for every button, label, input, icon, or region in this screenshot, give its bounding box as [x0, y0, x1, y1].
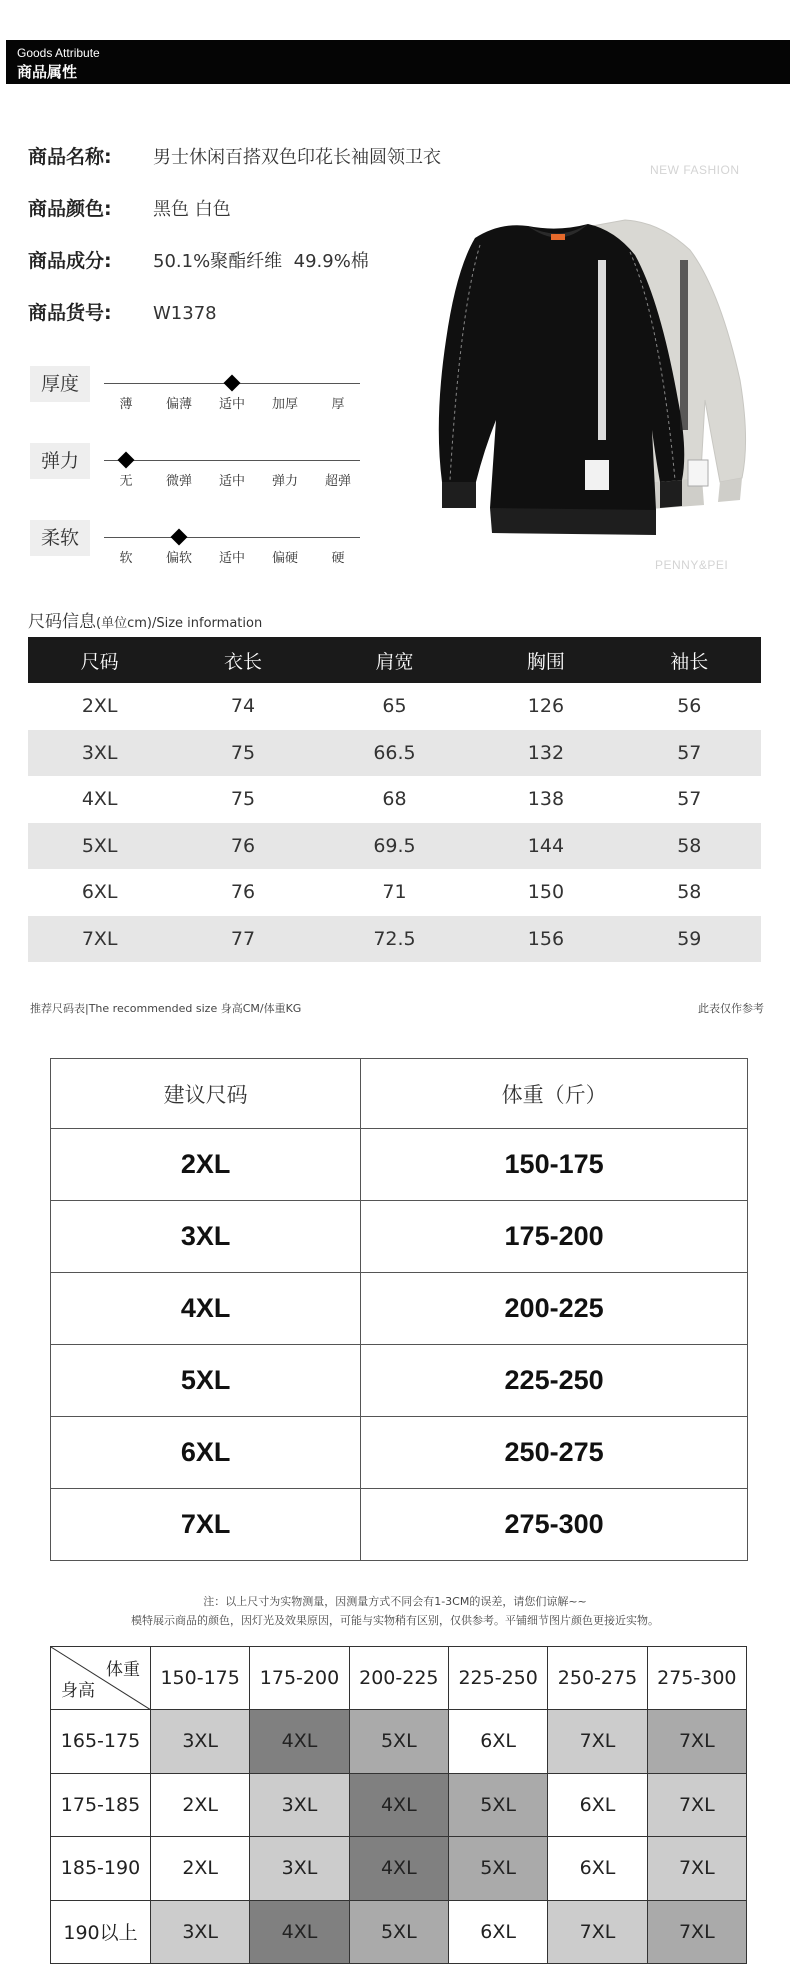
matrix-cell: 5XL — [349, 1900, 448, 1964]
corner-weight-label: 体重 — [106, 1660, 140, 1680]
table-cell: 56 — [677, 695, 702, 718]
table-cell: 250-275 — [361, 1417, 748, 1489]
neck-label — [551, 234, 565, 240]
scale-line — [104, 537, 360, 538]
white-print-strip — [680, 260, 688, 430]
black-hem — [490, 508, 656, 535]
recommend-header — [51, 1059, 748, 1129]
attribute-value: 50.1%聚酯纤维 49.9%棉 — [153, 251, 369, 272]
table-row — [51, 1129, 748, 1201]
attribute-value: 黑色 白色 — [153, 199, 231, 220]
table-cell: 74 — [230, 695, 256, 718]
table-cell: 59 — [618, 916, 761, 963]
weight-header-cell: 200-225 — [349, 1647, 448, 1710]
matrix-cell: 2XL — [151, 1837, 250, 1901]
size-info-subtitle: (单位cm)/Size information — [96, 616, 263, 631]
scale-tick-label: 弹力 — [271, 474, 298, 489]
matrix-cell: 3XL — [250, 1837, 349, 1901]
scale-tick-label: 偏硬 — [271, 551, 298, 566]
recommend-header-cell: 建议尺码 — [51, 1059, 361, 1129]
scale-marker-icon — [171, 529, 188, 546]
scale-marker-icon — [118, 452, 135, 469]
sweatshirt-illustration — [420, 160, 780, 580]
attribute-value: W1378 — [153, 303, 217, 324]
attribute-value: 男士休闲百搭双色印花长袖圆领卫衣 — [153, 147, 441, 168]
matrix-cell: 3XL — [250, 1773, 349, 1837]
table-cell: 5XL — [28, 823, 171, 870]
table-row — [51, 1201, 748, 1273]
table-cell: 3XL — [51, 1201, 361, 1273]
scale-line — [104, 460, 360, 461]
table-cell: 65 — [382, 695, 407, 718]
attribute-name — [28, 142, 441, 169]
matrix-cell: 7XL — [647, 1837, 746, 1901]
table-cell: 3XL — [28, 730, 171, 777]
black-left-cuff — [442, 482, 476, 508]
table-cell: 2XL — [81, 695, 118, 718]
scale-tick-label: 无 — [119, 474, 133, 489]
scale-thickness — [30, 366, 370, 416]
table-row — [51, 1345, 748, 1417]
matrix-header — [51, 1647, 747, 1710]
scale-tick-label: 偏薄 — [165, 397, 192, 412]
section-header — [0, 40, 790, 84]
table-cell: 225-250 — [361, 1345, 748, 1417]
scale-label: 厚度 — [30, 366, 90, 402]
header-english: Goods Attribute — [17, 46, 100, 60]
table-row — [28, 823, 761, 870]
matrix-cell: 6XL — [548, 1837, 647, 1901]
matrix-corner — [51, 1647, 151, 1710]
table-cell: 150-175 — [361, 1129, 748, 1201]
scale-tick-label: 软 — [119, 551, 133, 566]
size-table-header — [28, 637, 761, 683]
recommend-caption: 推荐尺码表|The recommended size 身高CM/体重KG — [30, 1002, 302, 1015]
corner-height-label: 身高 — [61, 1681, 95, 1701]
recommend-table — [50, 1058, 748, 1561]
table-cell: 57 — [618, 730, 761, 777]
matrix-cell: 6XL — [448, 1900, 547, 1964]
weight-header-cell: 175-200 — [250, 1647, 349, 1710]
attribute-key: 商品成分: — [28, 250, 112, 272]
table-cell: 150 — [527, 881, 565, 904]
table-cell: 76 — [230, 881, 256, 904]
table-row — [51, 1273, 748, 1345]
matrix-cell: 7XL — [548, 1900, 647, 1964]
table-cell: 66.5 — [315, 730, 475, 777]
matrix-cell: 3XL — [151, 1710, 250, 1774]
white-hem-tag — [688, 460, 708, 486]
matrix-cell: 7XL — [647, 1710, 746, 1774]
header-accent — [0, 40, 6, 84]
size-table — [28, 637, 761, 962]
matrix-cell: 4XL — [250, 1710, 349, 1774]
color-note: 模特展示商品的颜色，因灯光及效果原因，可能与实物稍有区别，仅供参考。平铺细节图片颜色更接近实物。 — [131, 1614, 659, 1627]
weight-header-cell: 250-275 — [548, 1647, 647, 1710]
scale-tick-label: 薄 — [119, 397, 133, 412]
matrix-cell: 2XL — [151, 1773, 250, 1837]
matrix-cell: 7XL — [647, 1900, 746, 1964]
table-cell: 68 — [382, 788, 407, 811]
table-cell: 77 — [171, 916, 314, 963]
size-header-cell: 尺码 — [28, 637, 171, 683]
table-row — [28, 916, 761, 963]
table-cell: 75 — [230, 788, 256, 811]
black-right-cuff — [660, 480, 682, 508]
table-cell: 126 — [527, 695, 565, 718]
table-cell: 275-300 — [361, 1489, 748, 1561]
scale-label: 柔软 — [30, 520, 90, 556]
height-cell: 190以上 — [51, 1900, 151, 1964]
matrix-cell: 5XL — [448, 1773, 547, 1837]
table-cell: 175-200 — [361, 1201, 748, 1273]
table-cell: 57 — [677, 788, 702, 811]
hem-tag — [585, 460, 609, 490]
scale-tick-label: 偏软 — [165, 551, 192, 566]
scale-elasticity — [30, 443, 370, 493]
table-cell: 71 — [382, 881, 407, 904]
size-header-cell: 衣长 — [171, 637, 314, 683]
table-cell: 7XL — [51, 1489, 361, 1561]
table-cell: 4XL — [51, 1273, 361, 1345]
watermark-top: NEW FASHION — [650, 163, 740, 177]
table-cell: 58 — [618, 823, 761, 870]
table-cell: 200-225 — [361, 1273, 748, 1345]
table-cell: 132 — [474, 730, 617, 777]
scale-tick-label: 适中 — [218, 474, 245, 489]
recommend-header-cell: 体重（斤） — [361, 1059, 748, 1129]
size-info-title — [28, 607, 262, 632]
size-info-title-cn: 尺码信息 — [28, 612, 96, 632]
table-cell: 6XL — [81, 881, 118, 904]
table-cell: 75 — [171, 730, 314, 777]
weight-header-cell: 150-175 — [151, 1647, 250, 1710]
attribute-sku — [28, 298, 217, 325]
table-cell: 58 — [677, 881, 702, 904]
height-cell: 175-185 — [51, 1773, 151, 1837]
matrix-cell: 4XL — [250, 1900, 349, 1964]
table-cell: 2XL — [51, 1129, 361, 1201]
table-cell: 156 — [474, 916, 617, 963]
attribute-material — [28, 246, 369, 273]
print-strip — [598, 260, 606, 440]
matrix-cell: 7XL — [647, 1773, 746, 1837]
matrix-cell: 6XL — [448, 1710, 547, 1774]
matrix-cell: 6XL — [548, 1773, 647, 1837]
table-cell: 4XL — [81, 788, 118, 811]
weight-header-cell: 275-300 — [647, 1647, 746, 1710]
scale-tick-label: 微弹 — [165, 474, 192, 489]
attribute-key: 商品名称: — [28, 146, 112, 168]
table-row — [28, 869, 761, 916]
attribute-key: 商品颜色: — [28, 198, 112, 220]
matrix-row — [51, 1900, 747, 1964]
scale-tick-label: 厚 — [331, 397, 345, 412]
matrix-row — [51, 1837, 747, 1901]
scale-tick-label: 适中 — [218, 551, 245, 566]
scale-marker-icon — [224, 375, 241, 392]
table-cell: 76 — [171, 823, 314, 870]
matrix-cell: 3XL — [151, 1900, 250, 1964]
table-cell: 69.5 — [315, 823, 475, 870]
matrix-cell: 5XL — [448, 1837, 547, 1901]
measurement-note: 注：以上尺寸为实物测量，因测量方式不同会有1-3CM的误差，请您们谅解~~ — [203, 1595, 587, 1608]
table-row — [51, 1417, 748, 1489]
scale-tick-label: 超弹 — [324, 474, 351, 489]
size-matrix — [50, 1646, 747, 1964]
size-header-cell: 袖长 — [618, 637, 761, 683]
matrix-cell: 4XL — [349, 1837, 448, 1901]
height-cell: 165-175 — [51, 1710, 151, 1774]
attribute-color — [28, 194, 231, 221]
table-cell: 7XL — [28, 916, 171, 963]
table-cell: 138 — [527, 788, 565, 811]
scale-label: 弹力 — [30, 443, 90, 479]
height-cell: 185-190 — [51, 1837, 151, 1901]
table-cell: 5XL — [51, 1345, 361, 1417]
scale-tick-label: 加厚 — [271, 397, 298, 412]
recommend-disclaimer: 此表仅作参考 — [698, 1002, 764, 1015]
table-cell: 144 — [474, 823, 617, 870]
weight-header-cell: 225-250 — [448, 1647, 547, 1710]
matrix-cell: 4XL — [349, 1773, 448, 1837]
size-header-cell: 胸围 — [474, 637, 617, 683]
scale-tick-label: 硬 — [331, 551, 345, 566]
scale-tick-label: 适中 — [218, 397, 245, 412]
watermark-bottom: PENNY&PEI — [655, 558, 729, 572]
table-cell: 6XL — [51, 1417, 361, 1489]
attribute-key: 商品货号: — [28, 302, 112, 324]
table-row — [28, 683, 761, 730]
header-chinese: 商品属性 — [17, 63, 78, 81]
scale-softness — [30, 520, 370, 570]
matrix-row — [51, 1773, 747, 1837]
matrix-cell: 5XL — [349, 1710, 448, 1774]
table-row — [51, 1489, 748, 1561]
product-image — [420, 160, 780, 580]
table-row — [28, 730, 761, 777]
size-header-cell: 肩宽 — [315, 637, 475, 683]
matrix-row — [51, 1710, 747, 1774]
table-cell: 72.5 — [315, 916, 475, 963]
matrix-cell: 7XL — [548, 1710, 647, 1774]
table-row — [28, 776, 761, 823]
